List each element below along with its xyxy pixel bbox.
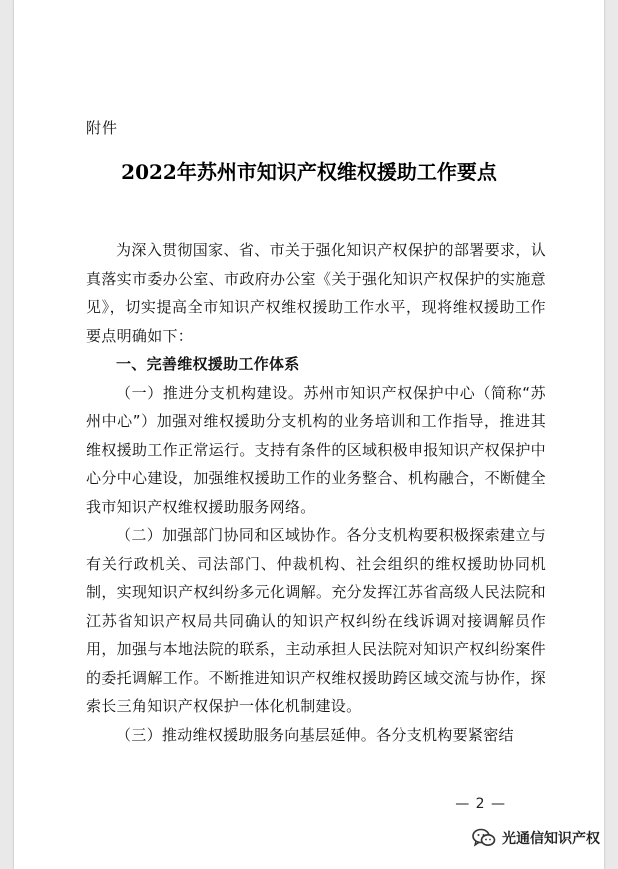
intro-paragraph: 为深入贯彻国家、省、市关于强化知识产权保护的部署要求，认真落实市委办公室、市政府办公室《关于强化知识产权保护的实施意见》，切实提高全市知识产权维权援助工作水平，现将维权援助工作要点明确如下： <box>86 241 546 345</box>
watermark-text: 光通信知识产权 <box>502 831 600 847</box>
annex-label: 附件 <box>86 119 119 137</box>
document-page <box>14 0 604 869</box>
watermark <box>472 828 600 848</box>
page-number: — 2 — <box>455 796 506 812</box>
document-body <box>86 236 546 749</box>
paragraph-3: （三）推动维权援助服务向基层延伸。各分支机构要紧密结 <box>116 725 514 744</box>
section-heading: 一、完善维权援助工作体系 <box>116 355 300 373</box>
wechat-icon <box>472 828 496 848</box>
document-title: 2022年苏州市知识产权维权援助工作要点 <box>121 160 497 184</box>
paragraph-1: （一）推进分支机构建设。苏州市知识产权保护中心（简称“苏州中心”）加强对维权援助分支机构的业务培训和工作指导，推进其维权援助工作正常运行。支持有条件的区域积极申报知识产权保护中心分中心建设，加强维权援助工作的业务整合、机构融合，不断健全我市知识产权维权援助服务网络。 <box>86 383 546 516</box>
paragraph-2: （二）加强部门协同和区域协作。各分支机构要积极探索建立与有关行政机关、司法部门、仲裁机构、社会组织的维权援助协同机制，实现知识产权纠纷多元化调解。充分发挥江苏省高级人民法院和江苏省知识产权局共同确认的知识产权纠纷在线诉调对接调解员作用，加强与本地法院的联系，主动承担人民法院对知识产权纠纷案件的委托调解工作。不断推进知识产权维权援助跨区域交流与协作，探索长三角知识产权保护一体化机制建设。 <box>86 526 546 715</box>
